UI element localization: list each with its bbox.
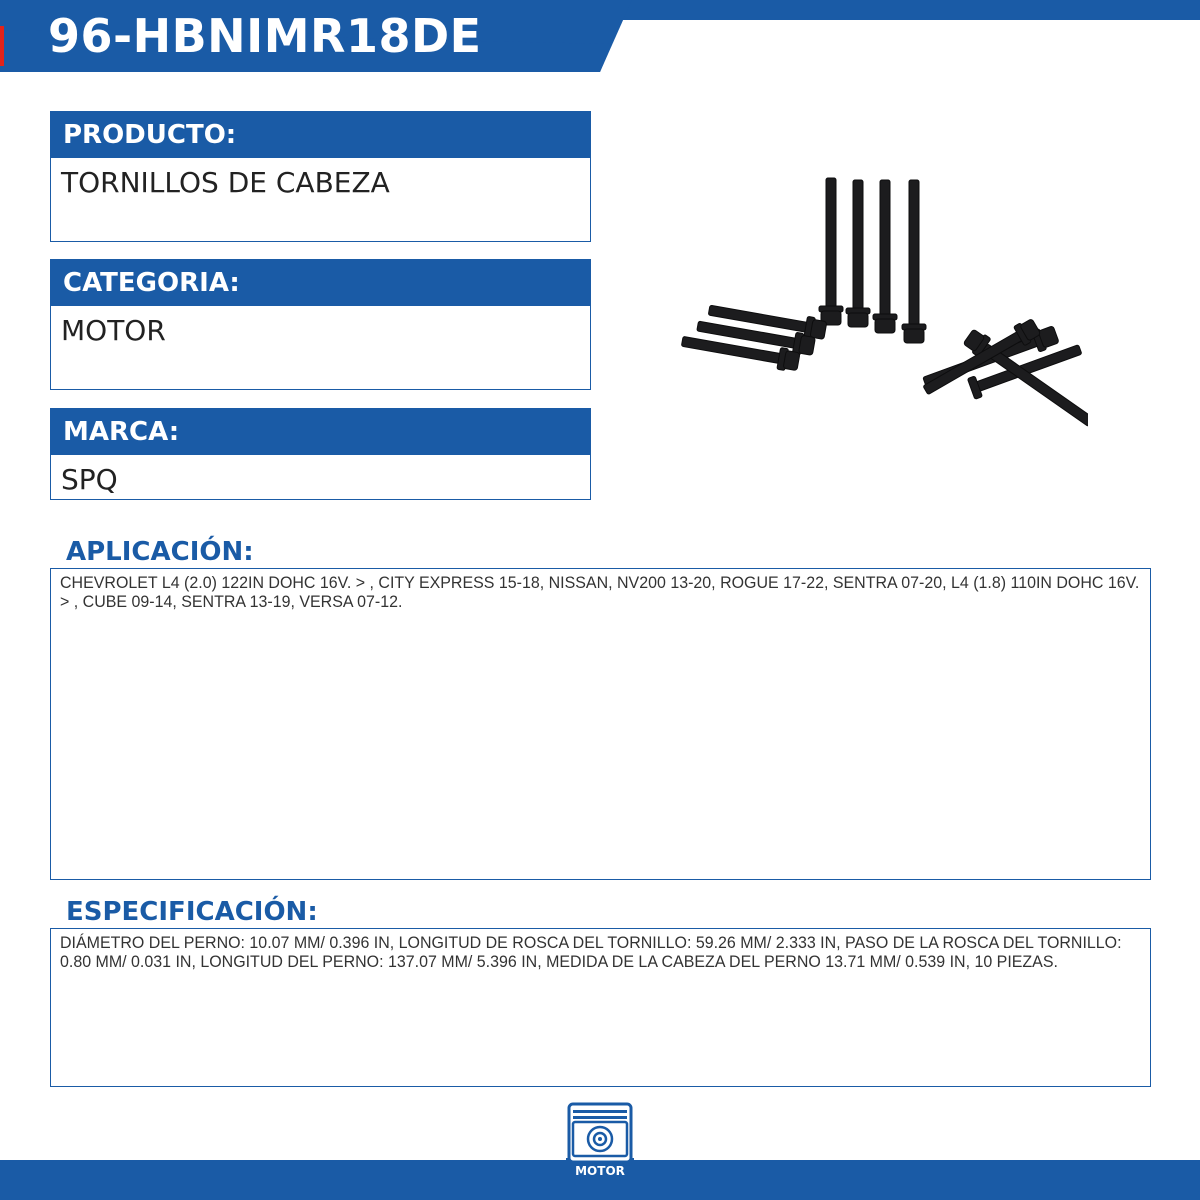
- producto-value: TORNILLOS DE CABEZA: [50, 157, 591, 242]
- bolt-vertical-1: [819, 178, 843, 325]
- part-number-title: 96-HBNIMR18DE: [48, 9, 482, 63]
- categoria-label: CATEGORIA:: [50, 259, 591, 305]
- aplicacion-box: [50, 568, 1151, 880]
- bolts-image: [668, 170, 1088, 430]
- producto-label: PRODUCTO:: [50, 111, 591, 157]
- aplicacion-text: CHEVROLET L4 (2.0) 122IN DOHC 16V. > , CITY EXPRESS 15-18, NISSAN, NV200 13-20, ROGUE 17-22, SENTRA 07-20, L4 (1.8) 110IN DOHC 16V. > , CUBE 09-14, SENTRA 13-19, VERSA 07-12.: [60, 573, 1140, 611]
- especificacion-title: ESPECIFICACIÓN:: [66, 897, 318, 927]
- marca-label: MARCA:: [50, 408, 591, 454]
- categoria-value: MOTOR: [50, 305, 591, 390]
- header-accent-stripe: [0, 26, 4, 66]
- especificacion-text: DIÁMETRO DEL PERNO: 10.07 MM/ 0.396 IN, LONGITUD DE ROSCA DEL TORNILLO: 59.26 MM/ 2.333 IN, PASO DE LA ROSCA DEL TORNILLO: 0.80 MM/ 0.031 IN, LONGITUD DEL PERNO: 137.07 MM/ 5.396 IN, MEDIDA DE LA CABEZA DEL PERNO 13.71 MM/ 0.539 IN, 10 PIEZAS.: [60, 933, 1122, 971]
- bolt-vertical-4: [846, 180, 870, 327]
- footer-category-label: MOTOR: [575, 1164, 625, 1178]
- marca-value: SPQ: [50, 454, 591, 500]
- bolt-vertical-3: [902, 180, 926, 343]
- aplicacion-title: APLICACIÓN:: [66, 537, 254, 567]
- bolt-vertical-2: [873, 180, 897, 333]
- especificacion-box: [50, 928, 1151, 1087]
